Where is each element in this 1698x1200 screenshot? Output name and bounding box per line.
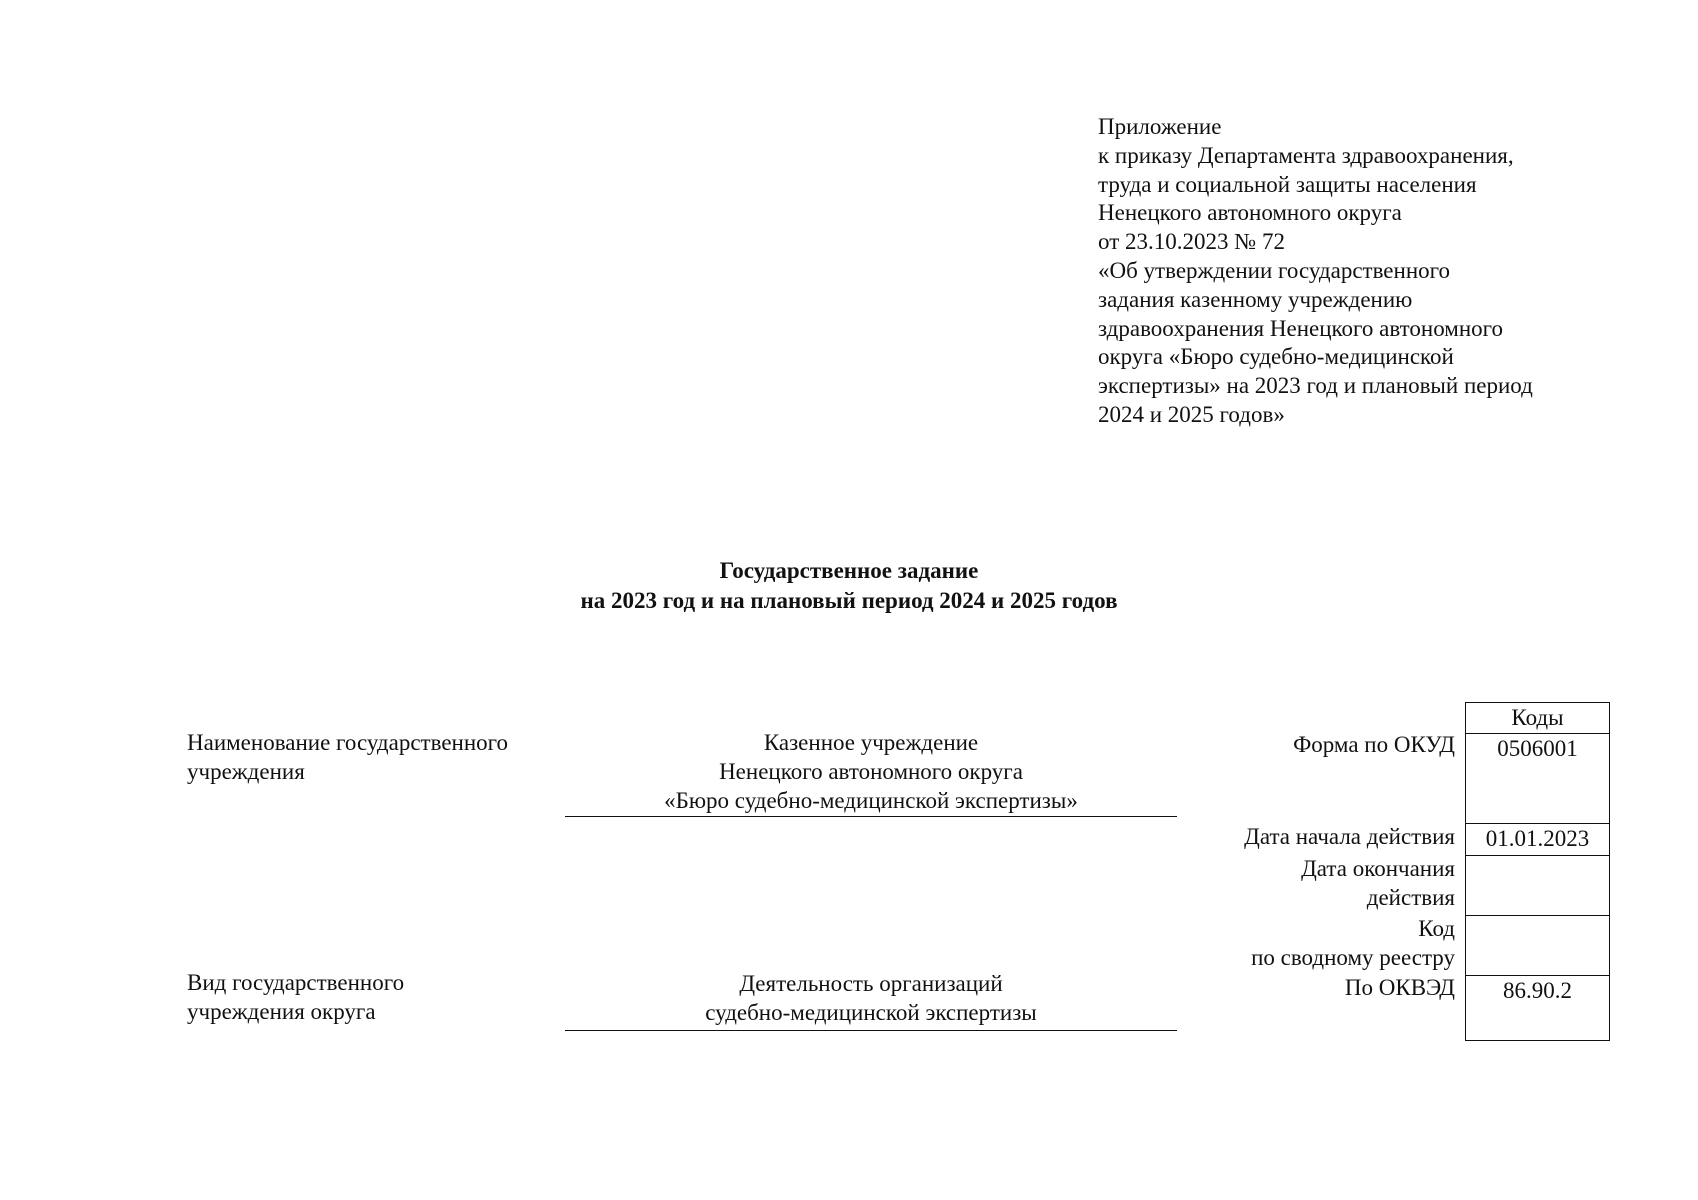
end-date-label-line-2: действия [1366,885,1455,910]
institution-label-line-1: Наименование государственного [187,730,509,755]
institution-label-line-2: учреждения [187,759,305,784]
annex-line: труда и социальной защиты населения [1098,171,1477,197]
registry-cell [1466,915,1609,976]
kind-label-line-1: Вид государственного [187,970,405,995]
annex-block [1098,113,1658,430]
title-line-1: Государственное задание [719,558,979,583]
okved-cell [1466,975,1609,1040]
end-date-label [1150,854,1455,912]
start-date-value: 01.01.2023 [1485,826,1590,851]
institution-value-line-2: Ненецкого автономного округа [719,759,1023,784]
registry-label-line-1: Код [1418,916,1455,941]
annex-line: 2024 и 2025 годов» [1098,401,1285,427]
registry-label [1150,914,1455,972]
institution-label [187,728,508,786]
annex-line: «Об утверждении государственного [1098,257,1450,283]
end-date-cell [1466,855,1609,916]
institution-underline [565,816,1177,817]
kind-value [565,969,1177,1027]
annex-line: к приказу Департамента здравоохранения, [1098,142,1514,168]
codes-header: Коды [1511,705,1564,730]
start-date-cell [1466,823,1609,856]
okud-label: Форма по ОКУД [1293,732,1455,757]
start-date-label: Дата начала действия [1244,824,1455,849]
annex-line: Ненецкого автономного округа [1098,200,1402,226]
annex-line: задания казенному учреждению [1098,286,1413,312]
kind-label [187,968,404,1026]
okud-value-cell [1466,733,1609,824]
kind-value-line-2: судебно-медицинской экспертизы [705,1000,1037,1025]
okved-label: По ОКВЭД [1344,975,1455,1000]
end-date-label-line-1: Дата окончания [1301,856,1455,881]
okved-value: 86.90.2 [1503,978,1572,1003]
institution-value [565,728,1177,815]
annex-line: экспертизы» на 2023 год и плановый период [1098,373,1533,399]
title-line-2: на 2023 год и на плановый период 2024 и 2025 годов [580,588,1118,613]
annex-line: округа «Бюро судебно-медицинской [1098,344,1454,370]
institution-value-line-3: «Бюро судебно-медицинской экспертизы» [664,788,1078,813]
document-title [0,556,1698,616]
kind-value-line-1: Деятельность организаций [739,971,1003,996]
kind-label-line-2: учреждения округа [187,999,376,1024]
codes-table [1465,702,1610,1041]
okud-value: 0506001 [1497,736,1578,761]
annex-line: Приложение [1098,114,1222,139]
institution-value-line-1: Казенное учреждение [763,730,979,755]
annex-line: от 23.10.2023 № 72 [1098,229,1285,255]
registry-label-line-2: по сводному реестру [1251,945,1455,970]
kind-underline [565,1030,1177,1031]
annex-line: здравоохранения Ненецкого автономного [1098,315,1503,341]
